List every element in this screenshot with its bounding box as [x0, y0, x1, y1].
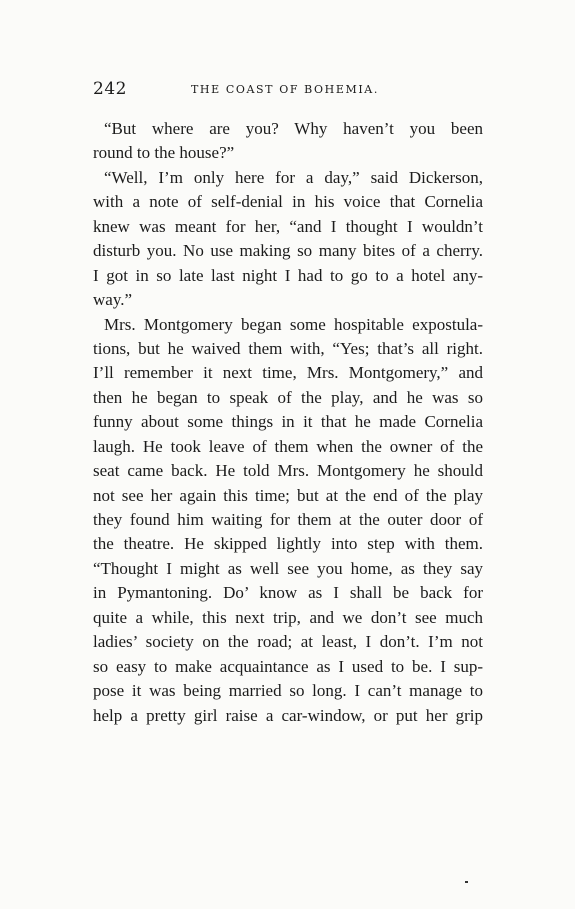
text-line: ladies’ society on the road; at least, I don’t. I’m not [93, 632, 483, 652]
printer-mark [465, 881, 468, 883]
text-line: then he began to speak of the play, and he was so [93, 387, 483, 407]
text-line: I got in so late last night I had to go to a hotel any- [93, 265, 483, 285]
running-head: THE COAST OF BOHEMIA. [191, 83, 379, 96]
page-number: 242 [93, 79, 127, 99]
text-line: knew was meant for her, “and I thought I wouldn’t [93, 216, 483, 236]
text-line: with a note of self-denial in his voice that Cornelia [93, 192, 483, 212]
text-line: disturb you. No use making so many bites of a cherry. [93, 241, 483, 261]
text-line: “Thought I might as well see you home, as they say [93, 558, 483, 578]
text-line: funny about some things in it that he made Cornelia [93, 412, 483, 432]
text-line: round to the house?” [93, 143, 235, 163]
text-line: “But where are you? Why haven’t you been [104, 119, 483, 138]
text-line: in Pymantoning. Do’ know as I shall be back for [93, 583, 483, 603]
text-line: not see her again this time; but at the end of the play [93, 485, 483, 505]
text-line: I’ll remember it next time, Mrs. Montgomery,” and [93, 363, 483, 383]
text-line: laugh. He took leave of them when the owner of the [93, 436, 483, 456]
text-line: help a pretty girl raise a car-window, or put her grip [93, 705, 483, 725]
text-line: the theatre. He skipped lightly into step with them. [93, 534, 483, 554]
text-line: so easy to make acquaintance as I used to be. I sup- [93, 656, 483, 676]
text-line: pose it was being married so long. I can’t manage to [93, 681, 483, 701]
text-line: seat came back. He told Mrs. Montgomery he should [93, 461, 483, 481]
text-line: tions, but he waived them with, “Yes; that’s all right. [93, 338, 483, 358]
text-line: Mrs. Montgomery began some hospitable expostula- [104, 314, 483, 334]
text-line: quite a while, this next trip, and we don’t see much [93, 607, 483, 627]
text-line: they found him waiting for them at the outer door of [93, 510, 483, 529]
page-header [93, 79, 483, 103]
text-line: “Well, I’m only here for a day,” said Dickerson, [104, 167, 483, 187]
text-line: way.” [93, 290, 133, 310]
body-text [93, 117, 483, 728]
